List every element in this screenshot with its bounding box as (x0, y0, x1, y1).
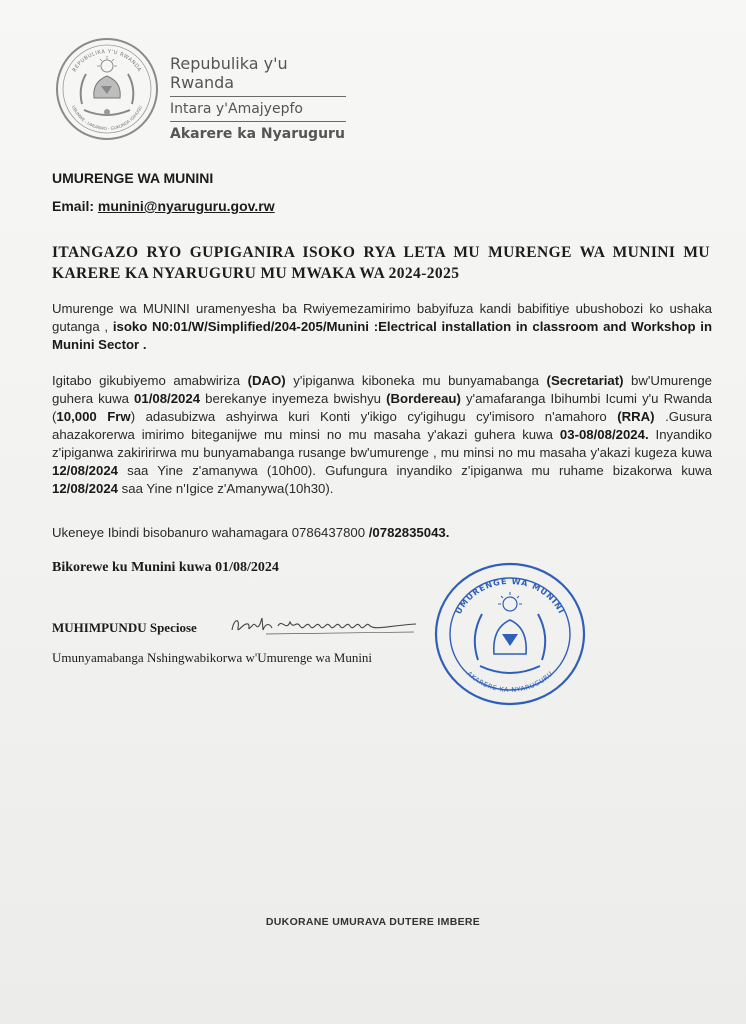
details-text: berekanye inyemeza bwishyu (200, 391, 387, 406)
start-date: 01/08/2024 (134, 391, 201, 406)
opening-date: 12/08/2024 (52, 481, 119, 496)
secretariat-label: (Secretariat) (546, 373, 624, 388)
details-text: saa Yine z'amanywa (10h00). Gufungura inyandiko z'ipiganwa mu ruhame bizakorwa kuwa (118, 463, 712, 478)
details-text: Igitabo gikubiyemo amabwiriza (52, 373, 248, 388)
details-text: bw'Umurenge guhera kuwa (52, 373, 712, 406)
country-name: Repubulika y'u Rwanda (170, 54, 346, 97)
date-line: Bikorewe ku Munini kuwa 01/08/2024 (52, 560, 279, 575)
rwanda-seal-icon (54, 36, 160, 142)
intro-text: Umurenge wa MUNINI uramenyesha ba Rwiyemezamirimo babyifuza kandi babifitiye ubushobozi ko ushaka gutanga , (52, 301, 712, 334)
sector-name: UMURENGE WA MUNINI (52, 170, 214, 186)
district-name: Akarere ka Nyaruguru (170, 126, 345, 142)
seal-top-text: REPUBULIKA Y'U RWANDA (71, 48, 143, 74)
fee-amount: 10,000 Frw (56, 409, 131, 424)
details-text: ) adasubizwa ashyirwa kuri Konti y'ikigo cy'igihugu cy'imisoro n'amahoro (130, 409, 618, 424)
notice-title: ITANGAZO RYO GUPIGANIRA ISOKO RYA LETA MU MURENGE WA MUNINI MU KARERE KA NYARUGURU MU MWAKA WA 2024-2025 (52, 244, 710, 282)
email-line (52, 198, 275, 214)
details-text: .Gusura ahazakorerwa imirimo biteganijwe mu minsi no mu masaha y'akazi guhera kuwa (52, 409, 712, 442)
details-text: y'amafaranga Ibihumbi Icumi y'u Rwanda ( (52, 391, 712, 424)
details-text: Inyandiko z'ipiganwa zakiririrwa mu bunyamabanga rusange bw'umurenge , mu minsi no mu masaha y'akazi kugeza kuwa (52, 427, 712, 460)
contact-phone: /0782835043. (368, 525, 450, 540)
paragraph-details (52, 372, 712, 498)
stamp-top-text: UMURENGE WA MUNINI (453, 576, 567, 616)
official-stamp-icon (434, 562, 586, 706)
signature-icon (226, 612, 422, 638)
signer-role: Umunyamabanga Nshingwabikorwa w'Umurenge wa Munini (52, 650, 373, 665)
email-address-link[interactable]: munini@nyaruguru.gov.rw (97, 198, 275, 214)
contact-text: Ukeneye Ibindi bisobanuro wahamagara 0786437800 (52, 525, 369, 540)
submission-date: 12/08/2024 (52, 463, 119, 478)
svg-text:UMURENGE WA MUNINI (454, 577, 566, 616)
details-text: y'ipiganwa kiboneka mu bunyamabanga (285, 373, 547, 388)
seal-bottom-text: UBUMWE - UMURIMO - GUKUNDA IGIHUGU (70, 104, 144, 132)
rra-label: (RRA) (617, 409, 655, 424)
svg-text:UBUMWE - UMURIMO - GUKUNDA IGI (71, 105, 143, 131)
signer-name: MUHIMPUNDU Speciose (52, 620, 197, 635)
province-name: Intara y'Amajyepfo (170, 101, 346, 122)
tender-reference: isoko N0:01/W/Simplified/204-205/Munini :Electrical installation in classroom and Workshop in Munini Sector . (52, 319, 712, 352)
site-visit-dates: 03-08/08/2024. (559, 427, 649, 442)
stamp-bottom-text: AKARERE KA NYARUGURU (465, 669, 555, 695)
letterhead (170, 54, 346, 142)
paragraph-intro (52, 300, 712, 354)
paragraph-contact (52, 524, 712, 542)
footer-motto: DUKORANE UMURAVA DUTERE IMBERE (265, 916, 481, 928)
details-text: saa Yine n'Igice z'Amanywa(10h30). (118, 481, 334, 496)
bordereau-label: (Bordereau) (386, 391, 461, 406)
dao-label: (DAO) (247, 373, 286, 388)
email-label: Email: (52, 198, 95, 214)
